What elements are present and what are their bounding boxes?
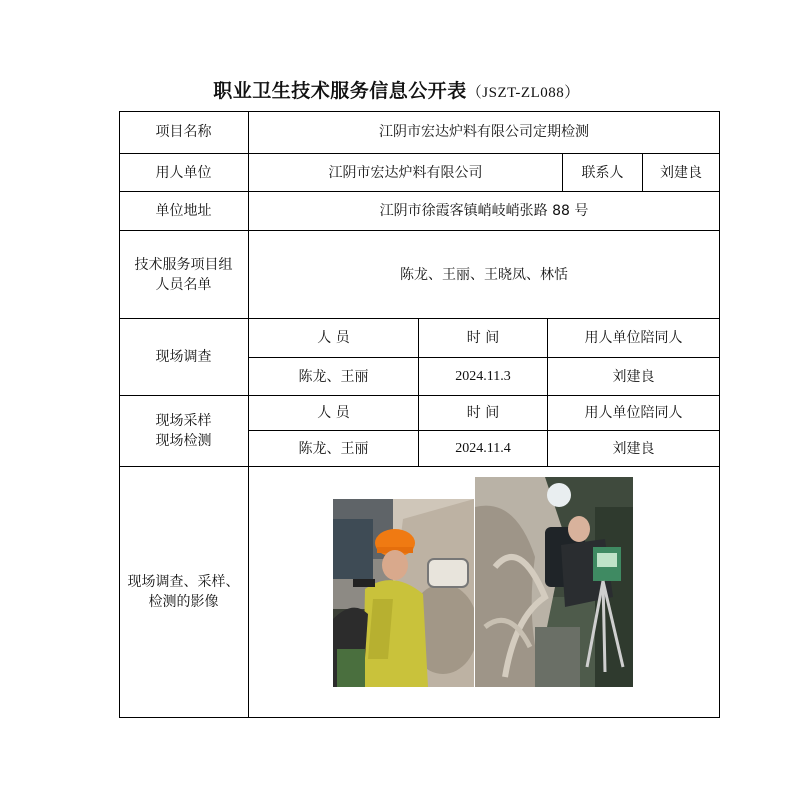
survey-date: 2024.11.3 — [419, 358, 548, 396]
sampling-label-line1: 现场采样 — [155, 413, 212, 429]
sampling-header-people: 人 员 — [249, 396, 419, 431]
images-label — [119, 467, 249, 718]
page-title — [0, 76, 793, 103]
survey-label: 现场调查 — [119, 319, 249, 396]
sampling-label-line2: 现场检测 — [155, 433, 212, 449]
images-label-line1: 现场调查、采样、 — [127, 574, 240, 590]
employer-value: 江阴市宏达炉料有限公司 — [249, 154, 563, 192]
survey-header-escort: 用人单位陪同人 — [548, 319, 720, 358]
address-value: 江阴市徐霞客镇峭岐峭张路 88 号 — [249, 192, 720, 231]
address-label: 单位地址 — [119, 192, 249, 231]
survey-people: 陈龙、王丽 — [249, 358, 419, 396]
sampling-date: 2024.11.4 — [419, 431, 548, 467]
sampling-people: 陈龙、王丽 — [249, 431, 419, 467]
sampling-header-time: 时 间 — [419, 396, 548, 431]
site-photo-sampling — [475, 477, 633, 687]
title-main: 职业卫生技术服务信息公开表 — [213, 80, 467, 102]
images-label-line2: 检测的影像 — [148, 594, 219, 610]
contact-value: 刘建良 — [643, 154, 720, 192]
team-label-line1: 技术服务项目组 — [134, 256, 233, 273]
team-label — [119, 231, 249, 319]
survey-header-time: 时 间 — [419, 319, 548, 358]
sampling-header-escort: 用人单位陪同人 — [548, 396, 720, 431]
sampling-escort: 刘建良 — [548, 431, 720, 467]
site-photo-survey — [333, 499, 474, 687]
sampling-label — [119, 396, 249, 467]
survey-escort: 刘建良 — [548, 358, 720, 396]
project-label: 项目名称 — [119, 111, 249, 154]
title-code: （JSZT-ZL088） — [466, 85, 580, 101]
project-value: 江阴市宏达炉料有限公司定期检测 — [249, 111, 720, 154]
survey-header-people: 人 员 — [249, 319, 419, 358]
employer-label: 用人单位 — [119, 154, 249, 192]
contact-label: 联系人 — [563, 154, 643, 192]
team-label-line2: 人员名单 — [155, 276, 212, 293]
team-value: 陈龙、王丽、王晓凤、林恬 — [249, 231, 720, 319]
